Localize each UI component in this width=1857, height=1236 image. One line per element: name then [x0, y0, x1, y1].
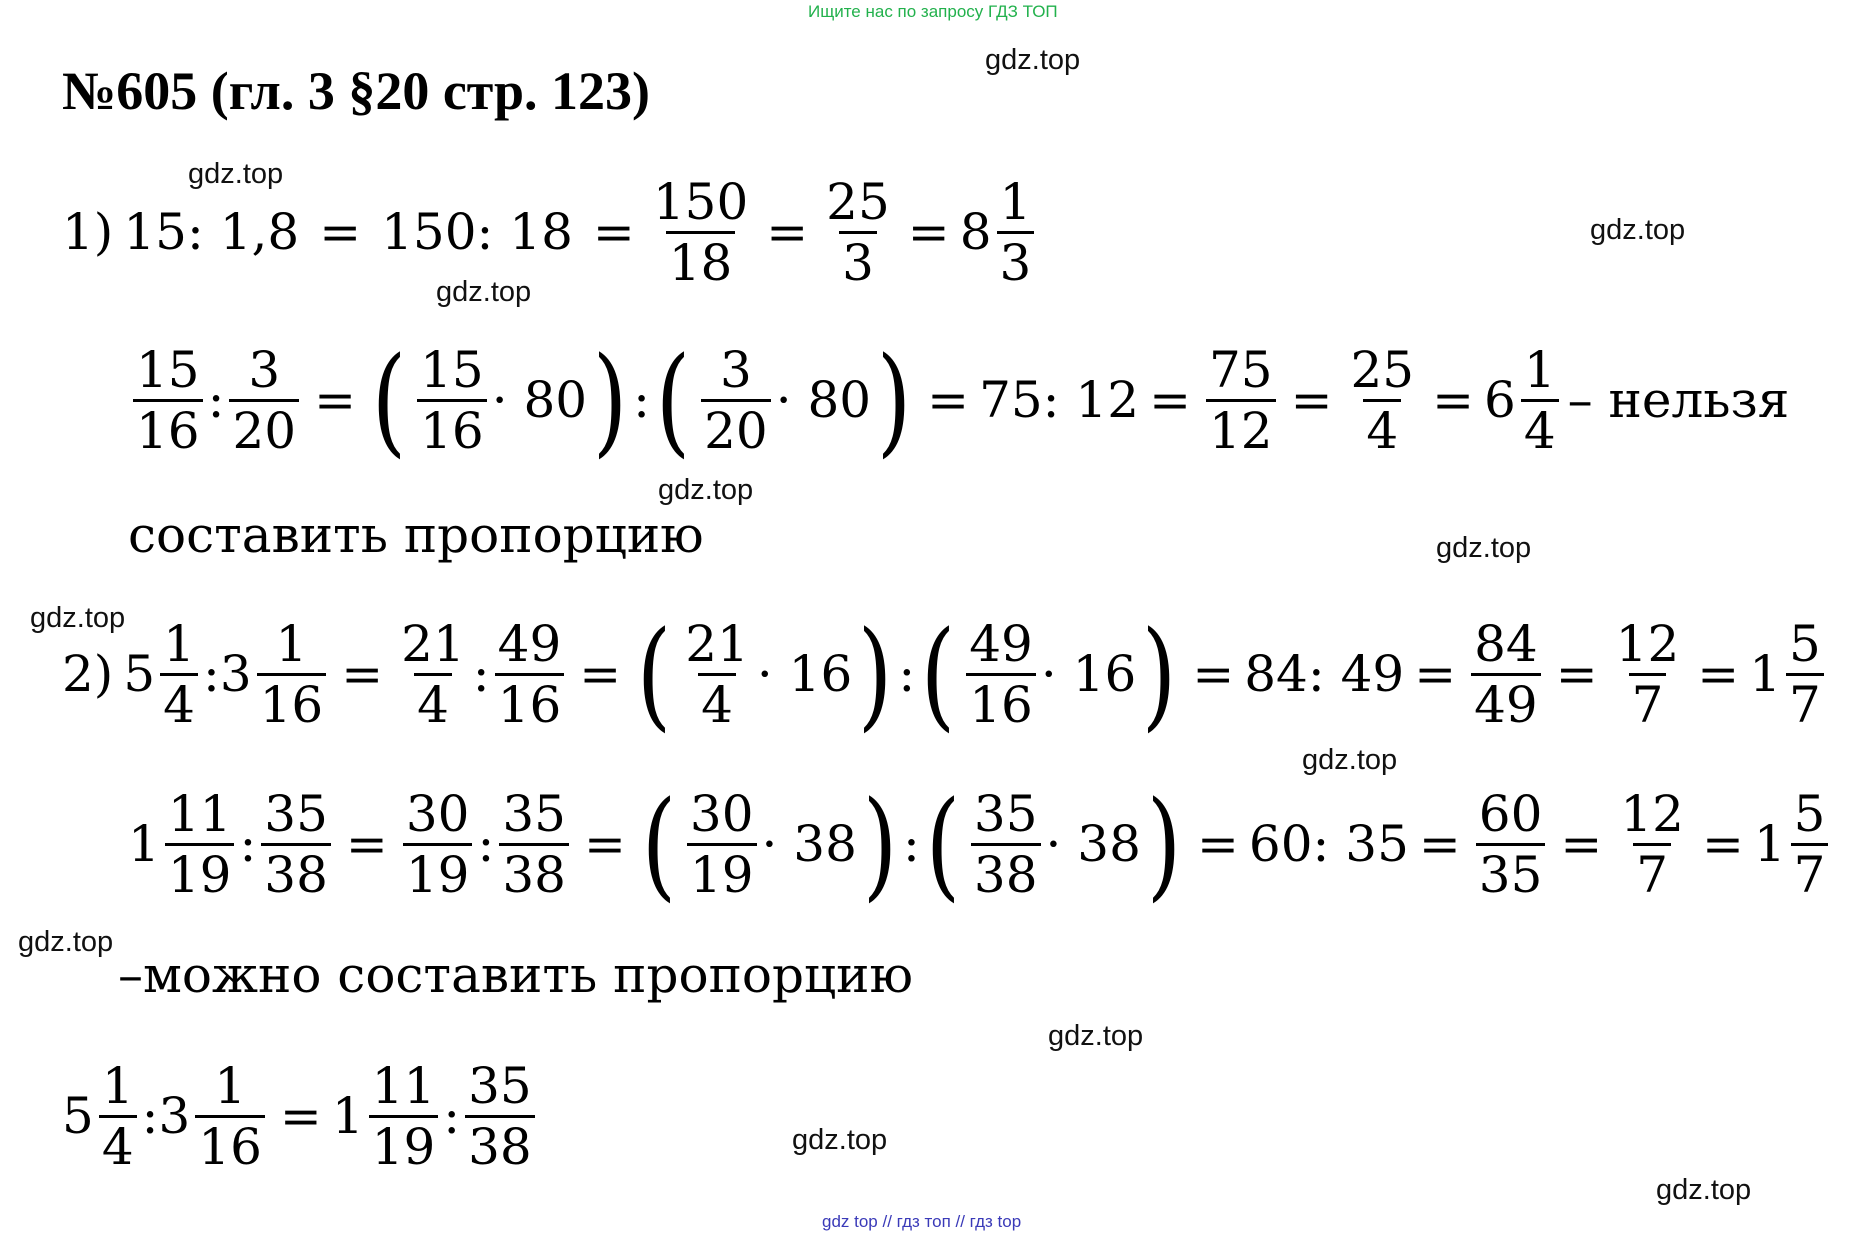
conclusion-text: – нельзя — [1567, 371, 1790, 429]
fraction: $\frac{21}{4}$ — [401, 614, 465, 734]
right-paren: ) — [1142, 605, 1177, 743]
equals-sign: = — [1701, 815, 1744, 873]
fraction: $\frac{12}{7}$ — [1615, 614, 1680, 734]
whole-part: 5 — [62, 1087, 94, 1145]
fraction: $\frac{60}{35}$ — [1476, 789, 1546, 900]
colon: : — [141, 1087, 159, 1145]
equals-sign: = — [1196, 815, 1239, 873]
equation-line-1 — [62, 162, 1039, 302]
fraction: $\frac{1}{3}$ — [997, 177, 1035, 288]
right-paren: ) — [862, 775, 898, 913]
colon: : — [443, 1087, 461, 1145]
fraction: $\frac{30}{19}$ — [687, 789, 757, 900]
fraction: $\frac{49}{16}$ — [966, 619, 1036, 730]
whole-part: 1 — [1753, 815, 1786, 873]
fraction: $\frac{11}{19}$ — [369, 1061, 439, 1172]
left-paren: ( — [920, 605, 956, 743]
multiplier: · 16 — [756, 645, 853, 703]
equals-sign: = — [592, 203, 635, 261]
equation-line-2 — [128, 330, 1789, 470]
fraction: $\frac{35}{38}$ — [261, 789, 331, 900]
left-paren: ( — [371, 331, 407, 469]
equals-sign: = — [1555, 645, 1598, 703]
equals-sign: = — [907, 203, 950, 261]
right-paren: ) — [858, 605, 893, 743]
colon: : — [239, 815, 257, 873]
right-paren: ) — [592, 331, 628, 469]
whole-part: 5 — [123, 645, 156, 703]
equals-sign: = — [1192, 645, 1235, 703]
expression: 60: 35 — [1248, 815, 1409, 873]
equals-sign: = — [341, 645, 384, 703]
equals-sign: = — [1697, 645, 1740, 703]
expression: 15: 1,8 — [123, 203, 300, 261]
equals-sign: = — [1290, 371, 1333, 429]
fraction: $\frac{35}{38}$ — [971, 789, 1041, 900]
equals-sign: = — [1432, 371, 1475, 429]
equals-sign: = — [766, 203, 809, 261]
colon: : — [477, 815, 495, 873]
equals-sign: = — [1418, 815, 1461, 873]
left-paren: ( — [636, 605, 672, 743]
whole-part: 3 — [219, 645, 252, 703]
fraction: $\frac{35}{38}$ — [465, 1061, 535, 1172]
whole-part: 1 — [331, 1087, 364, 1145]
colon: : — [202, 645, 220, 703]
left-paren: ( — [641, 775, 677, 913]
footer-links: gdz top // гдз топ // гдз top — [822, 1212, 1022, 1231]
fraction: $\frac{25}{3}$ — [826, 172, 890, 292]
equals-sign: = — [279, 1087, 322, 1145]
fraction: $\frac{15}{16}$ — [133, 345, 203, 456]
fraction: $\frac{1}{4}$ — [160, 619, 198, 730]
watermark: gdz.top — [792, 1124, 888, 1156]
multiplier: · 80 — [775, 371, 872, 429]
conclusion-text: составить пропорцию — [128, 506, 704, 564]
equals-sign: = — [927, 371, 970, 429]
fraction: $\frac{5}{7}$ — [1786, 619, 1824, 730]
equals-sign: = — [1149, 371, 1191, 429]
watermark: gdz.top — [18, 926, 114, 958]
colon: : — [633, 371, 651, 429]
right-paren: ) — [1146, 775, 1182, 913]
whole-part: 1 — [1749, 645, 1781, 703]
fraction: $\frac{1}{16}$ — [257, 619, 327, 730]
watermark: gdz.top — [1048, 1020, 1144, 1052]
fraction: $\frac{3}{20}$ — [701, 345, 771, 456]
fraction: $\frac{35}{38}$ — [499, 789, 569, 900]
watermark: gdz.top — [1590, 214, 1686, 246]
whole-part: 8 — [959, 203, 992, 261]
equals-sign: = — [583, 815, 626, 873]
equals-sign: = — [579, 645, 622, 703]
left-paren: ( — [655, 331, 691, 469]
equation-line-5 — [128, 774, 1833, 914]
watermark: gdz.top — [1656, 1174, 1752, 1206]
equation-line-7 — [62, 1046, 540, 1186]
right-paren: ) — [876, 331, 912, 469]
expression: 150: 18 — [381, 203, 573, 261]
colon: : — [472, 645, 490, 703]
fraction: $\frac{75}{12}$ — [1206, 345, 1276, 456]
fraction: $\frac{30}{19}$ — [403, 789, 473, 900]
fraction: $\frac{84}{49}$ — [1471, 619, 1541, 730]
multiplier: · 38 — [1045, 815, 1141, 873]
conclusion-text: –можно составить пропорцию — [118, 946, 914, 1004]
equals-sign: = — [1560, 815, 1603, 873]
watermark: gdz.top — [436, 276, 532, 308]
equals-sign: = — [319, 203, 362, 261]
colon: : — [207, 371, 225, 429]
watermark: gdz.top — [1302, 744, 1398, 776]
item-number: 1) — [62, 203, 114, 261]
fraction: $\frac{25}{4}$ — [1350, 340, 1415, 460]
fraction: $\frac{21}{4}$ — [685, 614, 749, 734]
colon: : — [902, 815, 920, 873]
watermark: gdz.top — [985, 44, 1081, 76]
multiplier: · 80 — [491, 371, 588, 429]
item-number: 2) — [62, 645, 114, 703]
fraction: $\frac{3}{20}$ — [229, 345, 299, 456]
fraction: $\frac{12}{7}$ — [1620, 784, 1684, 904]
watermark: gdz.top — [1436, 532, 1532, 564]
fraction: $\frac{1}{16}$ — [195, 1061, 265, 1172]
fraction: $\frac{150}{18}$ — [652, 172, 749, 292]
fraction: $\frac{49}{16}$ — [495, 619, 565, 730]
watermark: gdz.top — [30, 602, 126, 634]
whole-part: 6 — [1484, 371, 1516, 429]
fraction: $\frac{5}{7}$ — [1791, 789, 1829, 900]
multiplier: · 16 — [1040, 645, 1137, 703]
expression: 84: 49 — [1244, 645, 1405, 703]
page-title: №605 (гл. 3 §20 стр. 123) — [62, 61, 650, 121]
colon: : — [898, 645, 916, 703]
fraction: $\frac{1}{4}$ — [1521, 345, 1559, 456]
equals-sign: = — [1414, 645, 1457, 703]
whole-part: 3 — [158, 1087, 191, 1145]
fraction: $\frac{1}{4}$ — [99, 1061, 137, 1172]
promo-text: Ищите нас по запросу ГДЗ ТОП — [808, 2, 1058, 21]
watermark: gdz.top — [188, 158, 284, 190]
fraction: $\frac{11}{19}$ — [165, 789, 235, 900]
equation-line-4 — [62, 604, 1829, 744]
fraction: $\frac{15}{16}$ — [417, 345, 487, 456]
whole-part: 1 — [128, 815, 160, 873]
equals-sign: = — [314, 371, 357, 429]
left-paren: ( — [925, 775, 961, 913]
expression: 75: 12 — [979, 371, 1140, 429]
multiplier: · 38 — [761, 815, 857, 873]
equals-sign: = — [345, 815, 388, 873]
watermark: gdz.top — [658, 474, 754, 506]
